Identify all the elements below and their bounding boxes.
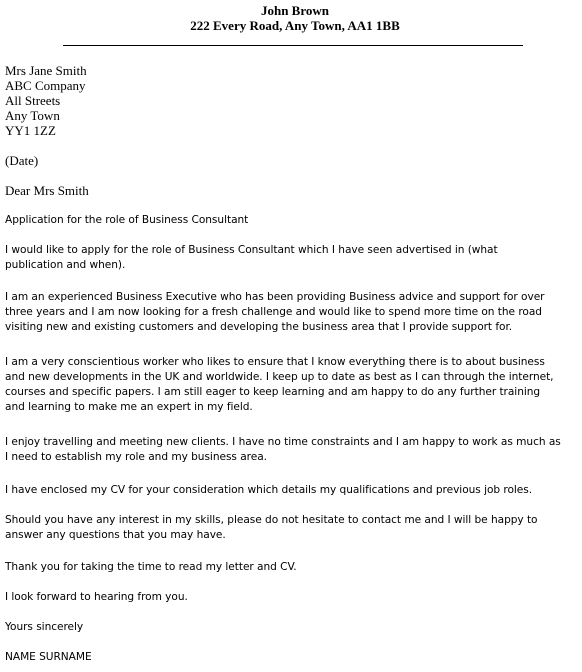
paragraph-line: three years and I am now looking for a fresh challenge and would like to spend more time on the road <box>5 306 542 318</box>
paragraph-4 <box>5 435 582 465</box>
paragraph-line: visiting new and existing customers and developing the business area that I provide support for. <box>5 321 513 333</box>
signature-name: NAME SURNAME <box>5 651 92 663</box>
recipient-address <box>5 63 87 138</box>
paragraph-line: I am a very conscientious worker who likes to ensure that I know everything there is to about business <box>5 356 545 368</box>
paragraph-8 <box>5 590 582 605</box>
recipient-line: All Streets <box>5 93 61 108</box>
paragraph-3 <box>5 355 582 415</box>
paragraph-line: I am an experienced Business Executive who has been providing Business advice and support for over <box>5 291 545 303</box>
recipient-line: YY1 1ZZ <box>5 123 56 138</box>
paragraph-line: I need to establish my role and my business area. <box>5 451 267 463</box>
paragraph-7 <box>5 560 582 575</box>
paragraph-line: I look forward to hearing from you. <box>5 591 188 603</box>
paragraph-line: publication and when). <box>5 259 126 271</box>
paragraph-line: Should you have any interest in my skills, please do not hesitate to contact me and I will be happy to <box>5 514 538 526</box>
paragraph-line: I enjoy travelling and meeting new clients. I have no time constraints and I am happy to work as much as <box>5 436 561 448</box>
letter-date: (Date) <box>5 153 39 168</box>
paragraph-2 <box>5 290 582 335</box>
paragraph-line: and learning to make me an expert in my field. <box>5 401 253 413</box>
salutation: Dear Mrs Smith <box>5 183 89 198</box>
sender-name: John Brown <box>260 3 330 18</box>
paragraph-6 <box>5 513 582 543</box>
paragraph-5 <box>5 483 582 498</box>
closing: Yours sincerely <box>5 621 84 633</box>
paragraph-line: Thank you for taking the time to read my letter and CV. <box>5 561 297 573</box>
paragraph-line: courses and specific papers. I am still eager to keep learning and am happy to do any further training <box>5 386 541 398</box>
paragraph-line: I have enclosed my CV for your consideration which details my qualifications and previous job roles. <box>5 484 533 496</box>
paragraph-line: answer any questions that you may have. <box>5 529 226 541</box>
header-divider <box>63 45 523 46</box>
recipient-line: Any Town <box>5 108 60 123</box>
recipient-line: Mrs Jane Smith <box>5 63 87 78</box>
subject-line: Application for the role of Business Consultant <box>5 214 249 226</box>
paragraph-line: and new developments in the UK and worldwide. I keep up to date as best as I can through the internet, <box>5 371 554 383</box>
paragraph-1 <box>5 243 582 273</box>
recipient-line: ABC Company <box>5 78 86 93</box>
sender-address: 222 Every Road, Any Town, AA1 1BB <box>190 18 400 33</box>
paragraph-line: I would like to apply for the role of Business Consultant which I have seen advertised in (what <box>5 244 498 256</box>
